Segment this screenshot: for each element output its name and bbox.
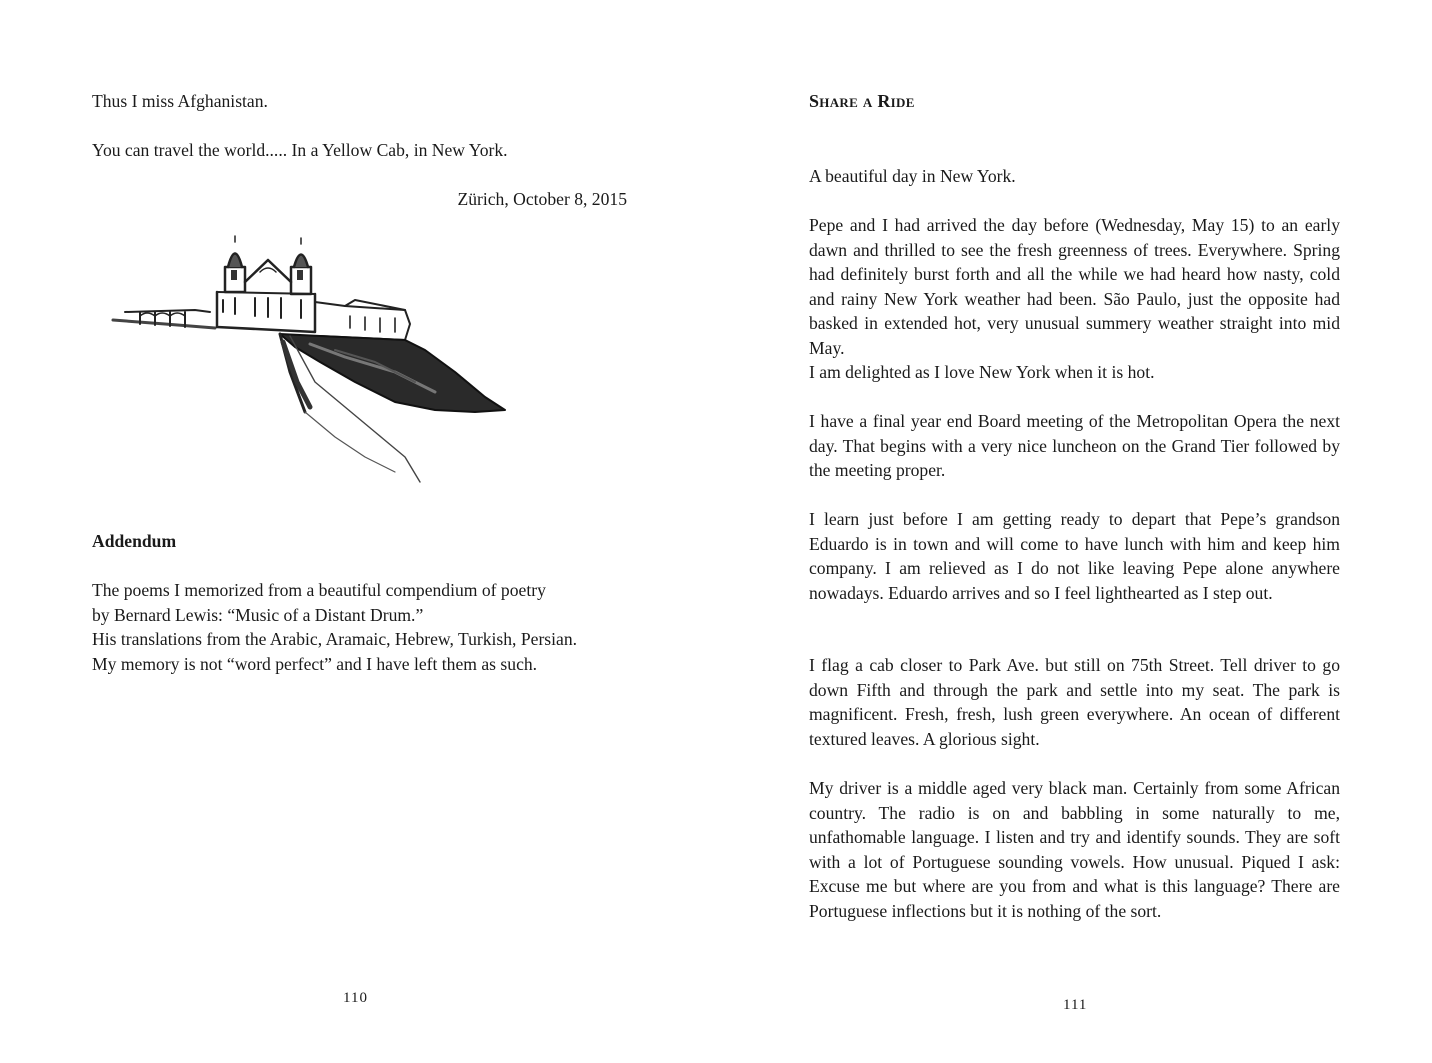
text-line: You can travel the world..... In a Yellow Cab, in New York. — [92, 140, 508, 160]
addendum-line: His translations from the Arabic, Aramaic, Hebrew, Turkish, Persian. — [92, 629, 578, 649]
paragraph: I flag a cab closer to Park Ave. but still on 75th Street. Tell driver to go down Fifth and through the park and settle into my seat. The park is magnificent. Fresh, fresh, lush green everywhere. An ocean of different textured leaves. A glorious sight. — [809, 655, 1340, 749]
addendum-line: by Bernard Lewis: “Music of a Distant Drum.” — [92, 604, 424, 625]
church-sketch-illustration — [105, 232, 515, 492]
paragraph: I learn just before I am getting ready to depart that Pepe’s grandson Eduardo is in town and will come to have lunch with him and keep him company. I am relieved as I do not like leaving Pepe alone anywhere nowadays. Eduardo arrives and so I feel lighthearted as I step out. — [809, 509, 1340, 603]
addendum-line: My memory is not “word perfect” and I have left them as such. — [92, 653, 538, 674]
dateline: Zürich, October 8, 2015 — [457, 189, 627, 209]
addendum-body — [92, 578, 627, 676]
text-line: Thus I miss Afghanistan. — [92, 91, 268, 111]
addendum-heading: Addendum — [92, 531, 177, 551]
paragraph-line: Pepe and I had arrived the day before (Wednesday, May 15) to an early dawn and thrilled to see the fresh greenness of trees. Everywhere. Spring had definitely burst forth and all the while we had heard how nasty, cold and rainy New York weather had been. São Paulo, just the opposite had basked in extended hot, very unusual summery weather straight into mid May. — [809, 215, 1340, 358]
right-page — [716, 0, 1432, 1063]
page-number: 111 — [1063, 997, 1088, 1013]
chapter-title: Share a Ride — [809, 91, 915, 111]
addendum-line: The poems I memorized from a beautiful compendium of poetry — [92, 580, 546, 600]
paragraph-line: I am delighted as I love New York when it is hot. — [809, 362, 1155, 382]
paragraph: My driver is a middle aged very black man. Certainly from some African country. The radio is on and babbling in some naturally to me, unfathomable language. I listen and try and identify sounds. They are soft with a lot of Portuguese sounding vowels. How unusual. Piqued I ask: Excuse me but where are you from and what is this language? There are Portuguese inflections but it is nothing of the sort. — [809, 778, 1340, 921]
paragraph: A beautiful day in New York. — [809, 166, 1016, 186]
page-number: 110 — [343, 990, 368, 1006]
paragraph — [809, 213, 1340, 385]
paragraph: I have a final year end Board meeting of the Metropolitan Opera the next day. That begins with a very nice luncheon on the Grand Tier followed by the meeting proper. — [809, 411, 1340, 480]
